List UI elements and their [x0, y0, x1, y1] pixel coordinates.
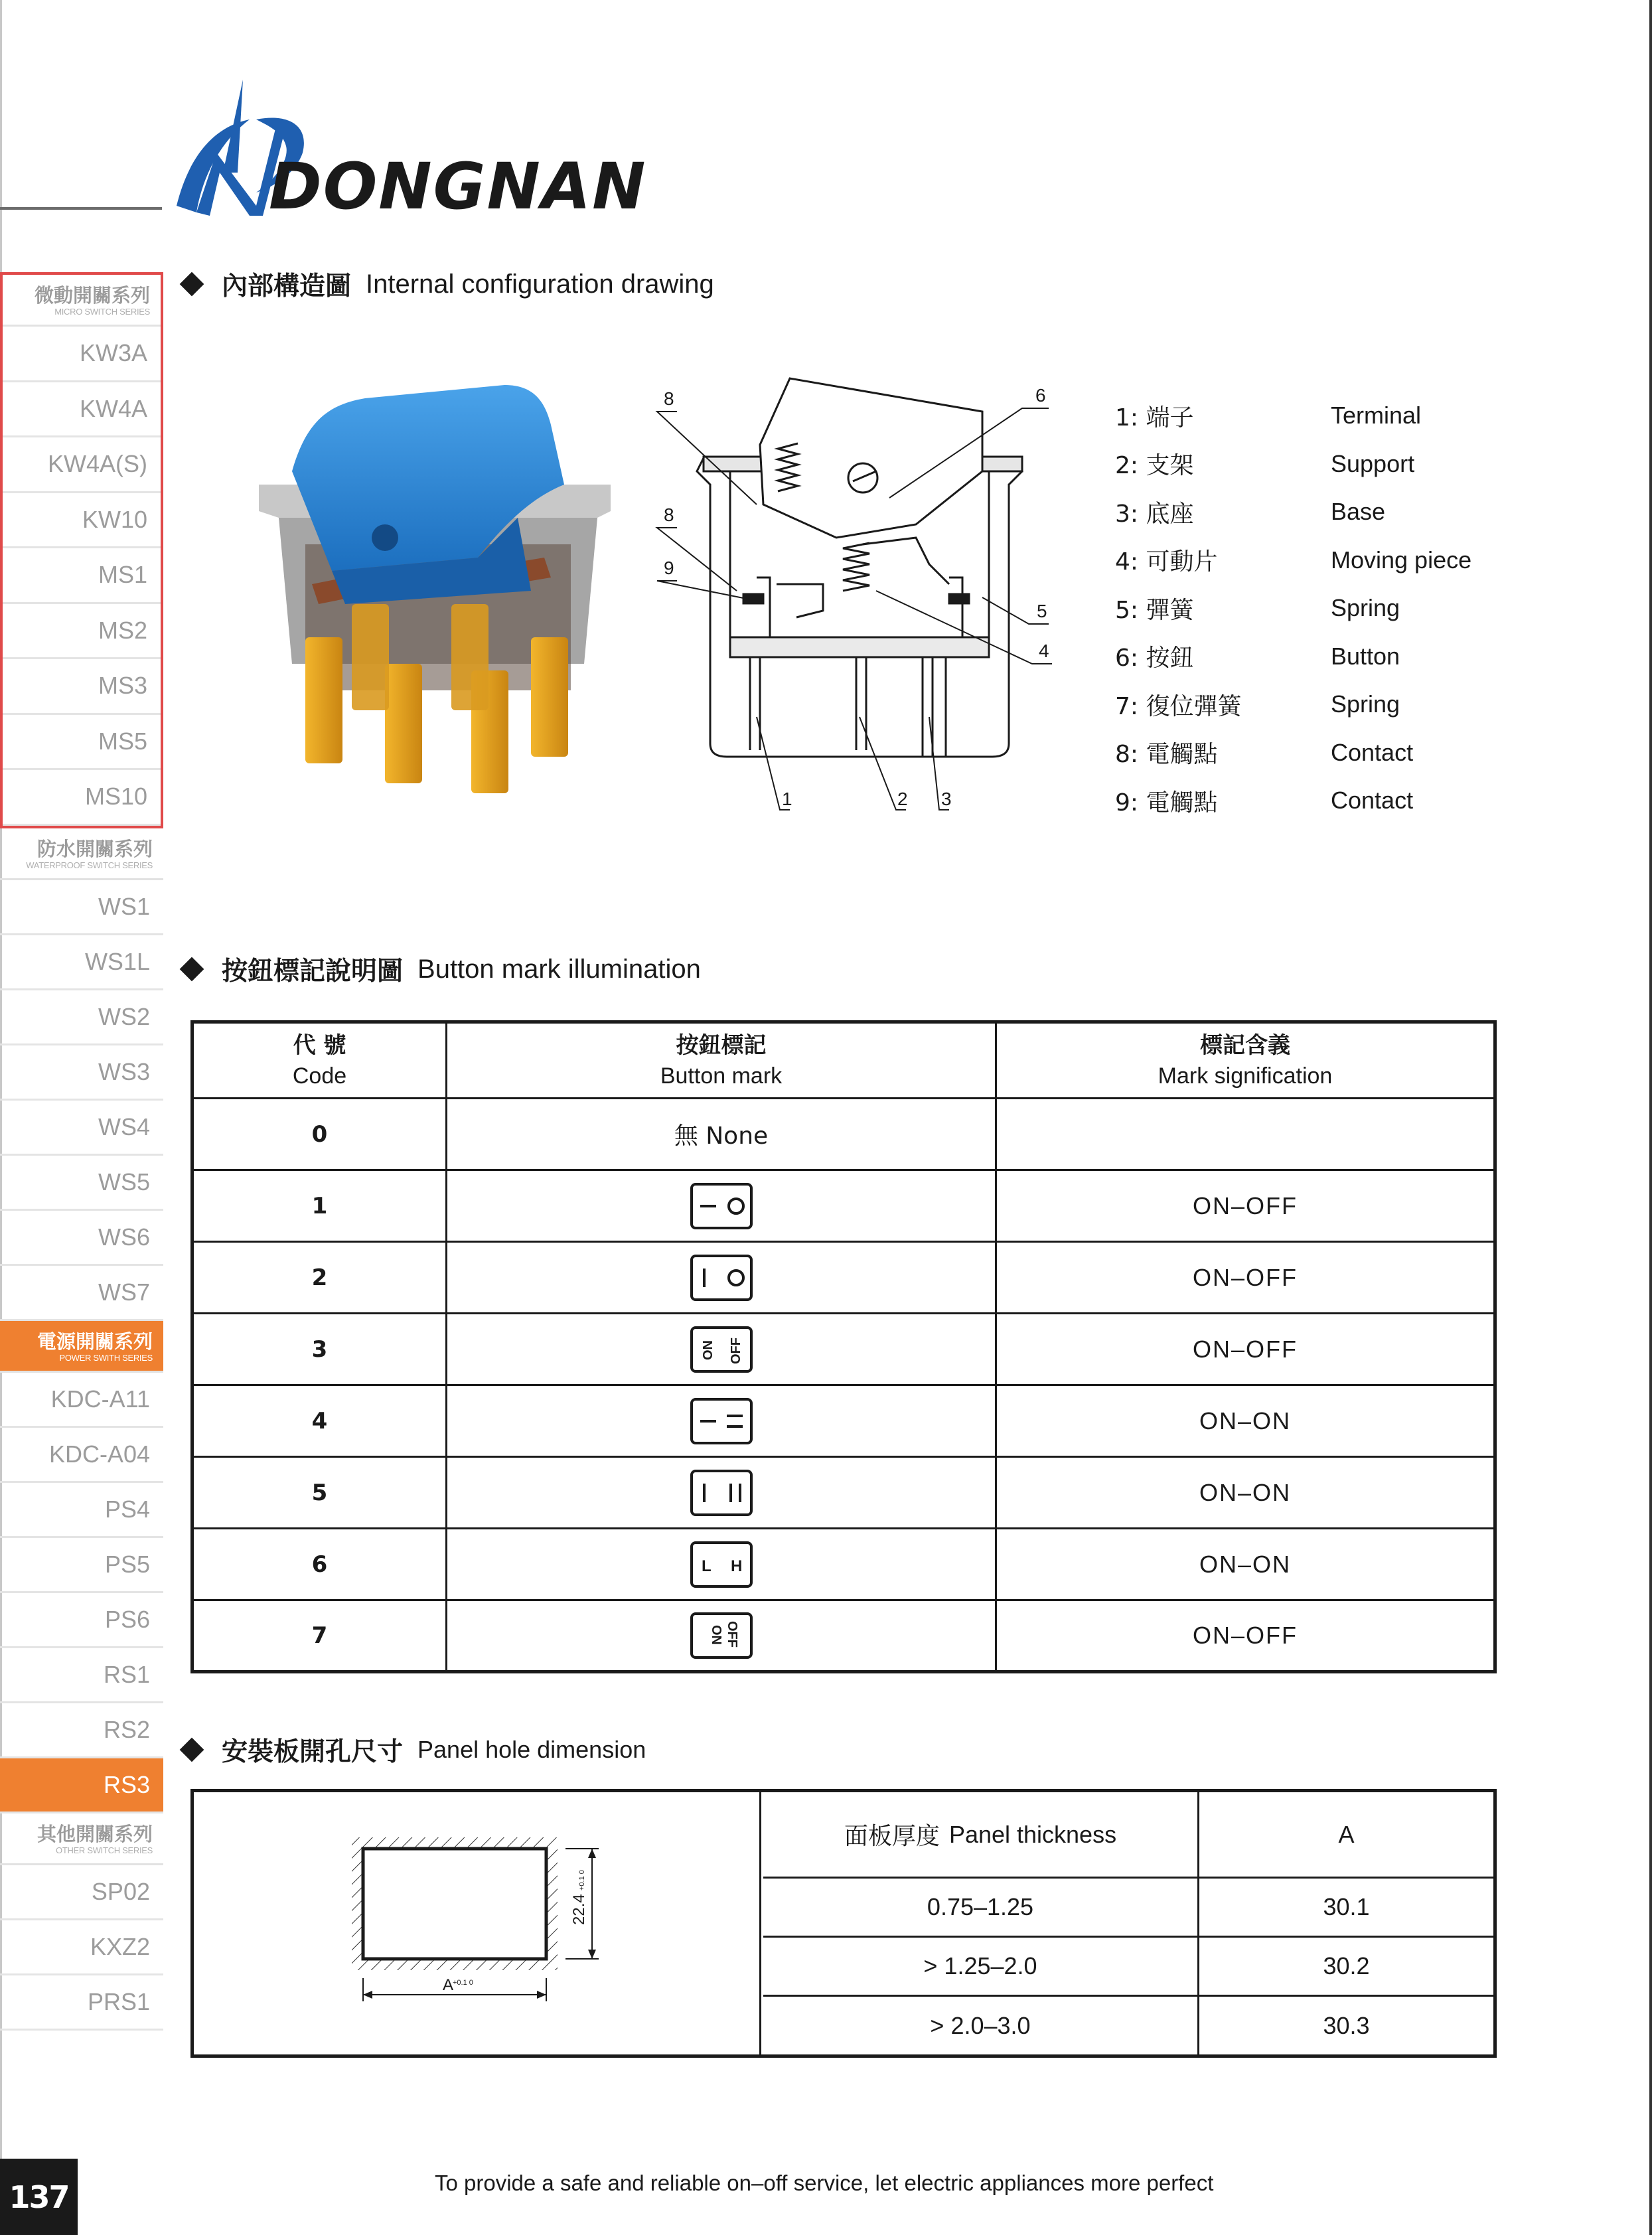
diamond-bullet-icon [180, 1738, 204, 1762]
sidebar-item-kw3a[interactable]: KW3A [3, 327, 161, 382]
sidebar-item-ws1l[interactable]: WS1L [0, 935, 163, 990]
sidebar-item-ms3[interactable]: MS3 [3, 659, 161, 715]
sidebar-item-ws6[interactable]: WS6 [0, 1211, 163, 1266]
button-mark-on-off-vertical-icon [690, 1326, 753, 1373]
sidebar-item-prs1[interactable]: PRS1 [0, 1975, 163, 2031]
legend-row [1115, 584, 1580, 633]
panel-hole-figure [194, 1792, 761, 2054]
section-title-cn: 按鈕標記說明圖 [222, 957, 404, 986]
table-row [192, 1242, 1495, 1314]
sidebar-item-rs3[interactable]: RS3 [0, 1758, 163, 1813]
sidebar-item-ws2[interactable]: WS2 [0, 990, 163, 1045]
callout-8-top: 8 [664, 388, 674, 409]
legend-part-cn: 5: 彈簧 [1115, 596, 1194, 624]
button-mark-on-off-vertical-rev-icon [690, 1612, 753, 1659]
button-mark-cell [447, 1242, 996, 1314]
legend-part-en: Moving piece [1331, 546, 1472, 574]
button-mark-bar-double-icon [690, 1469, 753, 1517]
sidebar-item-ps6[interactable]: PS6 [0, 1593, 163, 1648]
legend-part-cn: 4: 可動片 [1115, 548, 1218, 576]
sidebar-item-kdc-a04[interactable]: KDC-A04 [0, 1428, 163, 1483]
legend-part-cn: 6: 按鈕 [1115, 645, 1194, 672]
legend-row [1115, 536, 1580, 585]
section-heading-panel-hole [179, 1731, 646, 1768]
code-cell: 6 [192, 1529, 447, 1600]
section-title-cn: 安裝板開孔尺寸 [222, 1737, 404, 1767]
code-cell: 7 [192, 1600, 447, 1672]
svg-text:H: H [730, 1557, 742, 1575]
sidebar-item-ws7[interactable]: WS7 [0, 1266, 163, 1321]
thickness-cell: > 2.0–3.0 [763, 1997, 1199, 2054]
legend-part-en: Spring [1331, 690, 1400, 718]
callout-6: 6 [1035, 385, 1046, 406]
button-mark-bar-circle-icon [690, 1254, 753, 1302]
callout-9: 9 [664, 558, 674, 578]
sidebar-group-header: 防水開關系列 WATERPROOF SWITCH SERIES [0, 828, 163, 880]
legend-row [1115, 392, 1580, 440]
width-tolerance: +0.1 0 [453, 1979, 473, 1987]
table-row [763, 1879, 1493, 1938]
legend-row [1115, 680, 1580, 729]
code-cell: 4 [192, 1385, 447, 1457]
mark-signification-cell: ON–ON [996, 1529, 1495, 1600]
thickness-cell: 0.75–1.25 [763, 1879, 1199, 1936]
section-title-cn: 內部構造圖 [222, 271, 352, 301]
button-mark-cell [447, 1170, 996, 1242]
mark-signification-cell: ON–OFF [996, 1314, 1495, 1385]
sidebar-item-ws5[interactable]: WS5 [0, 1156, 163, 1211]
button-mark-cell [447, 1457, 996, 1529]
height-label: 22.4 [570, 1894, 588, 1925]
mark-signification-cell: ON–ON [996, 1385, 1495, 1457]
svg-text:OFF: OFF [724, 1621, 739, 1648]
legend-part-en: Spring [1331, 594, 1400, 622]
rocker-switch-photo [252, 385, 624, 797]
button-mark-cell [447, 1385, 996, 1457]
thickness-cell: > 1.25–2.0 [763, 1938, 1199, 1995]
legend-row [1115, 777, 1580, 825]
sidebar-item-ms10[interactable]: MS10 [3, 770, 161, 826]
sidebar-item-kxz2[interactable]: KXZ2 [0, 1920, 163, 1975]
button-mark-table [190, 1020, 1497, 1673]
legend-part-cn: 3: 底座 [1115, 500, 1194, 528]
legend-row [1115, 729, 1580, 777]
sidebar-item-ws1[interactable]: WS1 [0, 880, 163, 935]
sidebar-item-rs2[interactable]: RS2 [0, 1703, 163, 1758]
button-mark-cell [447, 1600, 996, 1672]
mark-signification-cell: ON–OFF [996, 1170, 1495, 1242]
header-panel-thickness: 面板厚度 Panel thickness [763, 1792, 1199, 1877]
callout-1: 1 [782, 789, 792, 809]
code-cell: 5 [192, 1457, 447, 1529]
svg-text:OFF: OFF [728, 1337, 743, 1364]
legend-row [1115, 633, 1580, 681]
table-row [192, 1529, 1495, 1600]
a-value-cell: 30.2 [1323, 1952, 1370, 1979]
legend-part-cn: 2: 支架 [1115, 452, 1194, 480]
sidebar-group-header: 電源開關系列 POWER SWITH SERIES [0, 1321, 163, 1373]
table-header-row [192, 1022, 1495, 1099]
header-a: A [1338, 1820, 1355, 1848]
table-row [192, 1457, 1495, 1529]
sidebar-group [0, 1813, 163, 2031]
mark-signification-cell: ON–OFF [996, 1600, 1495, 1672]
legend-part-en: Contact [1331, 738, 1414, 766]
header-code: 代 號 Code [192, 1022, 447, 1099]
sidebar-item-ws4[interactable]: WS4 [0, 1101, 163, 1156]
table-row [192, 1314, 1495, 1385]
legend-part-en: Terminal [1331, 402, 1422, 429]
parts-legend [1115, 392, 1580, 825]
section-title-en: Internal configuration drawing [366, 269, 714, 299]
series-sidebar [0, 272, 163, 2031]
svg-text:L: L [701, 1557, 712, 1575]
sidebar-item-kw4a-s-[interactable]: KW4A(S) [3, 437, 161, 493]
table-row [763, 1997, 1493, 2054]
sidebar-item-ps4[interactable]: PS4 [0, 1483, 163, 1538]
panel-hole-table [190, 1789, 1497, 2058]
code-cell: 2 [192, 1242, 447, 1314]
a-value-cell: 30.3 [1323, 2011, 1370, 2039]
mark-signification-cell: ON–ON [996, 1457, 1495, 1529]
legend-row [1115, 488, 1580, 536]
sidebar-item-ps5[interactable]: PS5 [0, 1538, 163, 1593]
table-row [192, 1099, 1495, 1170]
sidebar-group [0, 272, 163, 828]
section-heading-button-mark [179, 951, 701, 988]
legend-part-cn: 7: 復位彈簧 [1115, 692, 1242, 720]
legend-part-en: Contact [1331, 787, 1414, 814]
legend-row [1115, 440, 1580, 489]
section-title-en: Button mark illumination [417, 954, 701, 984]
header-rule [0, 207, 162, 210]
sidebar-item-kw10[interactable]: KW10 [3, 493, 161, 549]
section-heading-internal [179, 266, 714, 303]
page-right-edge [1649, 0, 1652, 2235]
sidebar-group [0, 1321, 163, 1813]
mark-signification-cell: ON–OFF [996, 1242, 1495, 1314]
button-mark-cell [447, 1529, 996, 1600]
diamond-bullet-icon [180, 272, 204, 297]
button-mark-dash-circle-icon [690, 1182, 753, 1230]
table-row [192, 1170, 1495, 1242]
mark-none-text: 無 None [674, 1122, 769, 1150]
legend-part-cn: 8: 電觸點 [1115, 741, 1218, 769]
button-mark-cell [447, 1314, 996, 1385]
sidebar-item-rs1[interactable]: RS1 [0, 1648, 163, 1703]
section-title-en: Panel hole dimension [417, 1736, 646, 1763]
sidebar-item-kw4a[interactable]: KW4A [3, 382, 161, 438]
sidebar-item-sp02[interactable]: SP02 [0, 1865, 163, 1920]
button-mark-cell [447, 1099, 996, 1170]
sidebar-item-ms5[interactable]: MS5 [3, 715, 161, 771]
internal-section-drawing [637, 372, 1069, 836]
legend-part-cn: 9: 電觸點 [1115, 789, 1218, 816]
button-mark-l-h-icon [690, 1541, 753, 1588]
code-cell: 0 [192, 1099, 447, 1170]
sidebar-item-ms2[interactable]: MS2 [3, 604, 161, 660]
legend-part-en: Base [1331, 498, 1386, 526]
svg-text:ON: ON [708, 1625, 723, 1645]
table-row [192, 1385, 1495, 1457]
callout-4: 4 [1039, 641, 1049, 661]
callout-8-mid: 8 [664, 504, 674, 525]
sidebar-item-ws3[interactable]: WS3 [0, 1045, 163, 1101]
header-button-mark: 按鈕標記 Button mark [447, 1022, 996, 1099]
panel-thickness-table [763, 1792, 1493, 2054]
legend-part-en: Support [1331, 449, 1415, 477]
legend-part-cn: 1: 端子 [1115, 404, 1194, 431]
panel-hole-diagram [194, 1792, 761, 2054]
a-value-cell: 30.1 [1323, 1893, 1370, 1920]
diamond-bullet-icon [180, 957, 204, 982]
code-cell: 1 [192, 1170, 447, 1242]
callout-3: 3 [941, 789, 952, 809]
page-number: 137 [0, 2159, 78, 2235]
sidebar-item-ms1[interactable]: MS1 [3, 548, 161, 604]
button-mark-dash-double-icon [690, 1397, 753, 1445]
callout-5: 5 [1037, 601, 1047, 621]
table-row [192, 1600, 1495, 1672]
panel-table-header [763, 1792, 1493, 1879]
sidebar-group-header: 其他開關系列 OTHER SWITCH SERIES [0, 1813, 163, 1865]
sidebar-group [0, 828, 163, 1321]
brand-name: DONGNAN [269, 149, 647, 224]
callout-2: 2 [897, 789, 908, 809]
height-tolerance: +0.1 0 [578, 1870, 586, 1890]
width-label-a: A [443, 1976, 454, 1994]
svg-text:ON: ON [700, 1340, 715, 1360]
legend-part-en: Button [1331, 642, 1400, 670]
table-row [763, 1938, 1493, 1997]
header-mark-signification: 標記含義 Mark signification [996, 1022, 1495, 1099]
code-cell: 3 [192, 1314, 447, 1385]
sidebar-item-kdc-a11[interactable]: KDC-A11 [0, 1373, 163, 1428]
mark-signification-cell [996, 1099, 1495, 1170]
footer-slogan: To provide a safe and reliable on–off service, let electric appliances more perfect [435, 2171, 1214, 2195]
sidebar-group-header: 微動開關系列 MICRO SWITCH SERIES [3, 275, 161, 327]
